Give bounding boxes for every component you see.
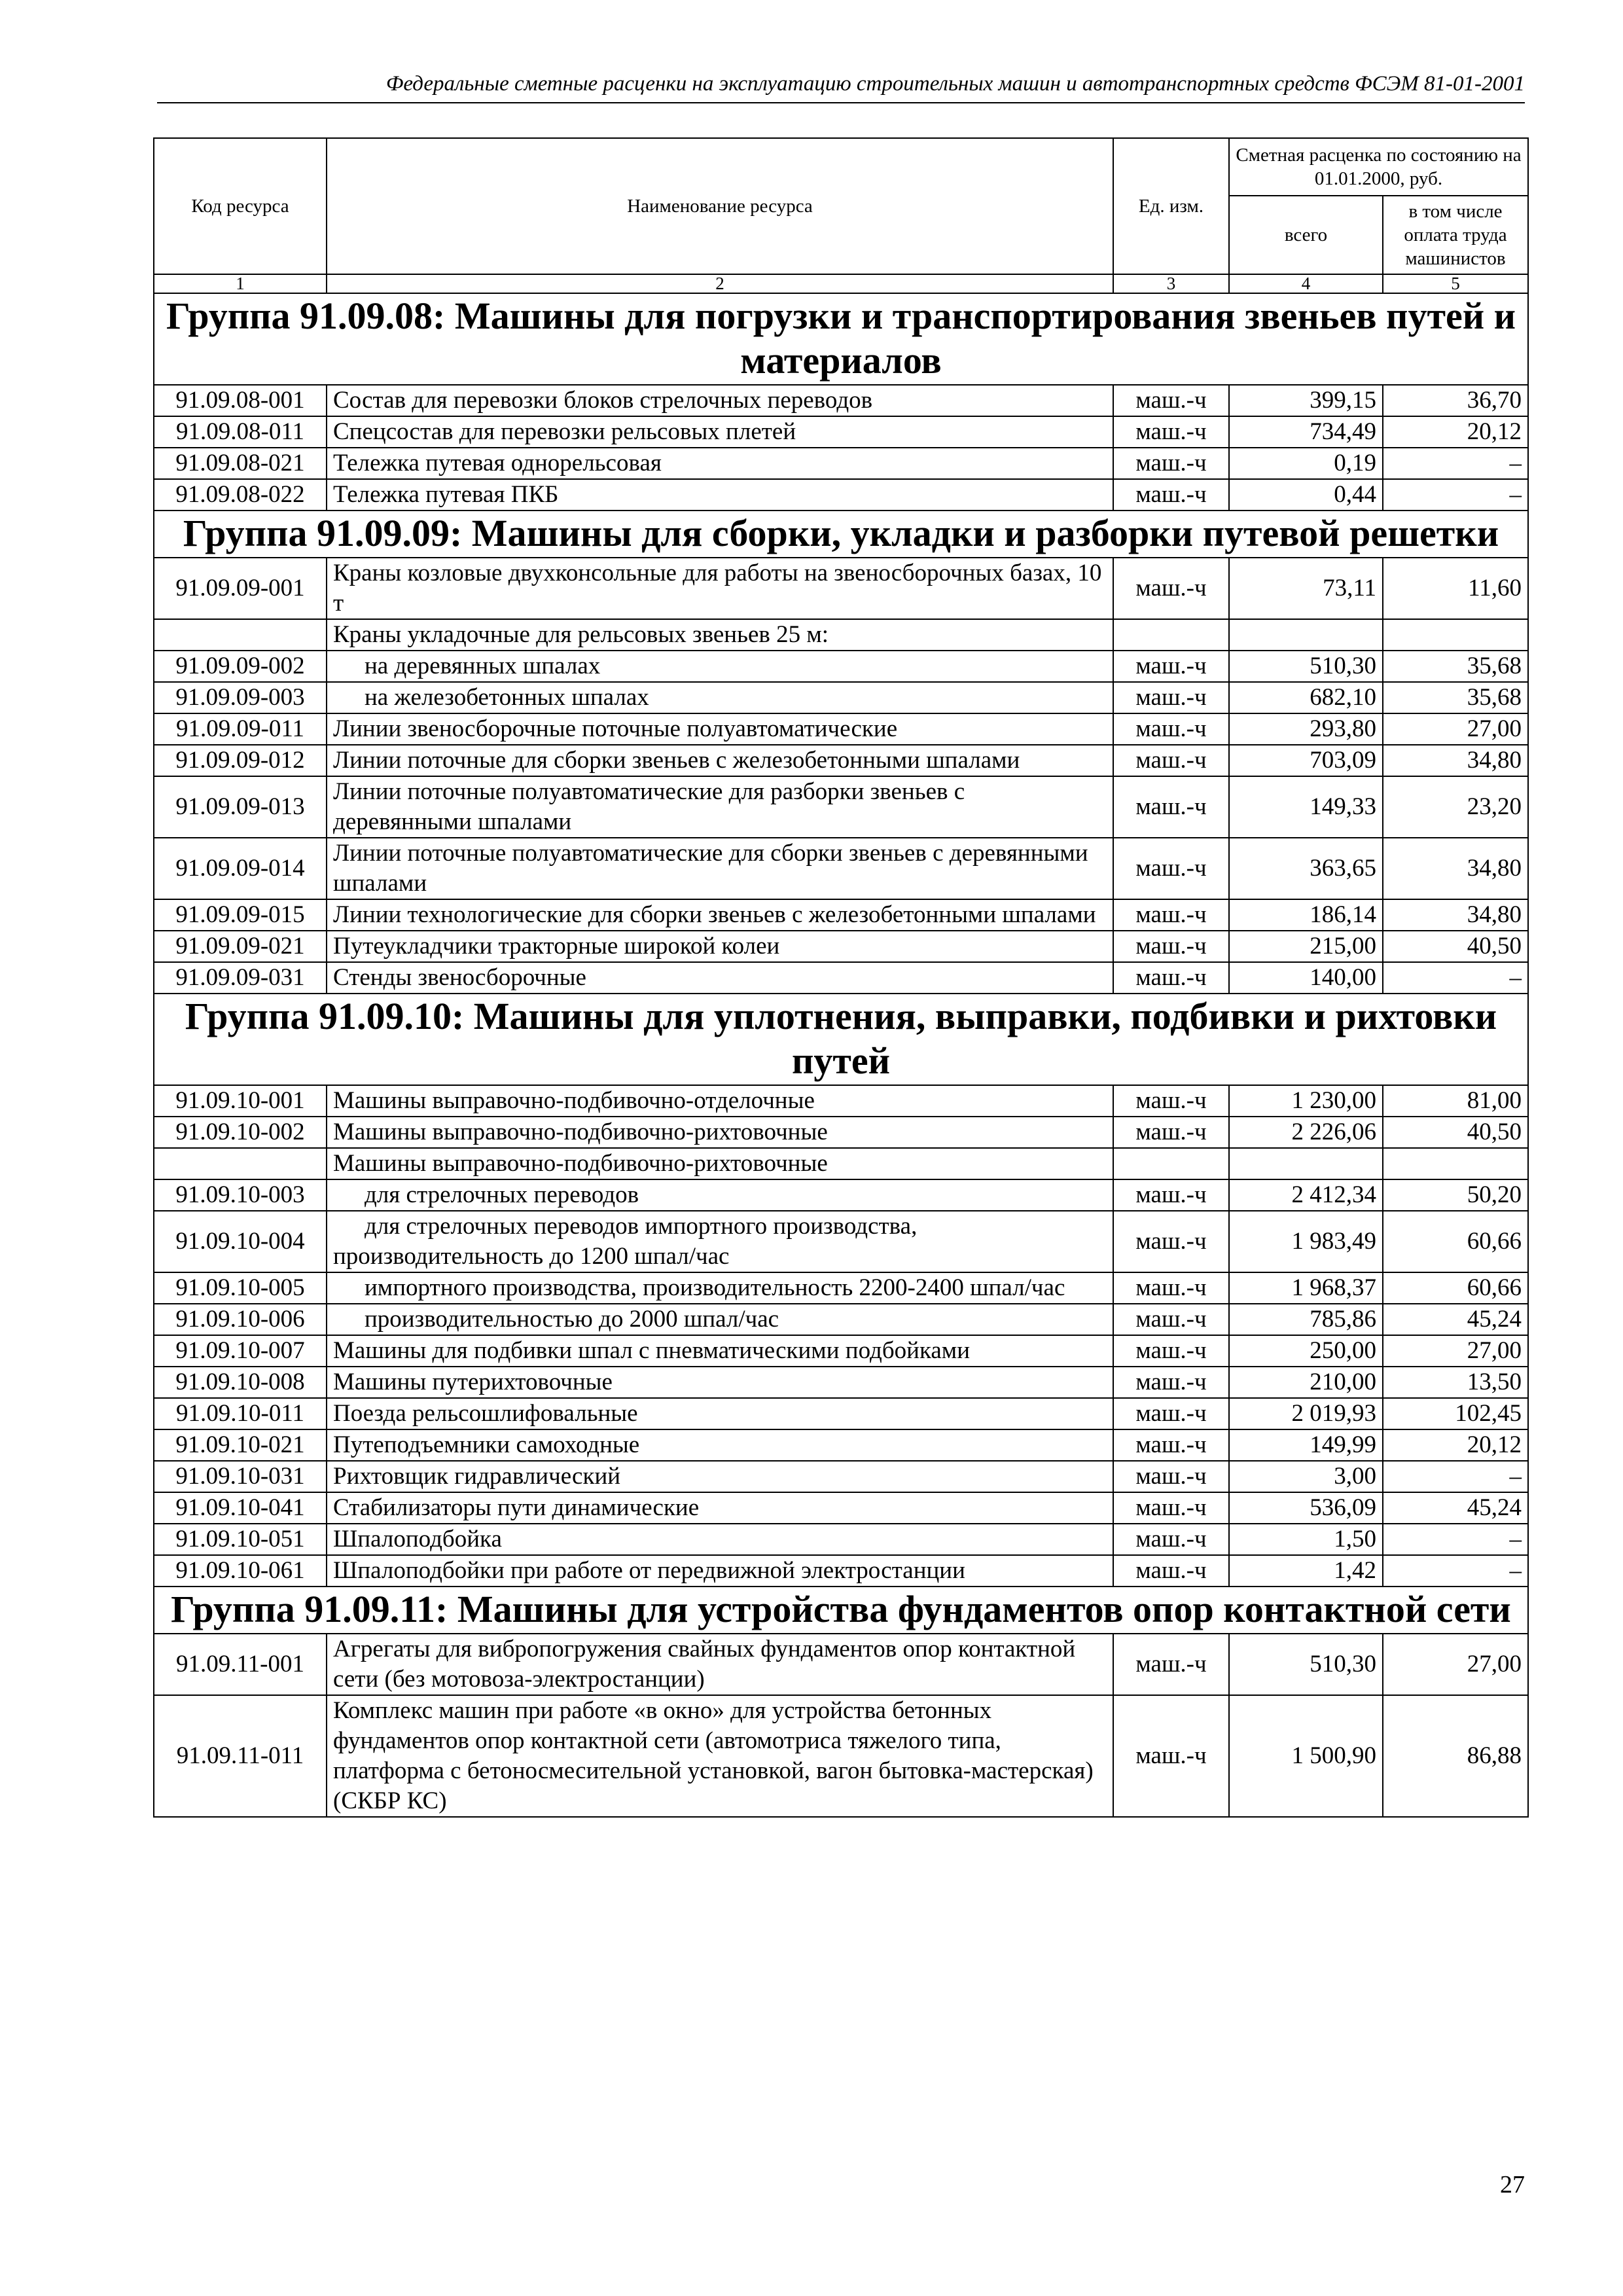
price-total: 510,30 bbox=[1229, 1634, 1383, 1695]
unit: маш.-ч bbox=[1113, 1634, 1229, 1695]
group-heading-row bbox=[154, 1587, 1528, 1634]
resource-name: Состав для перевозки блоков стрелочных переводов bbox=[327, 385, 1113, 416]
column-number: 1 bbox=[154, 274, 327, 293]
subheading-row bbox=[154, 619, 1528, 651]
name-cell: Краны укладочные для рельсовых звеньев 25 м: bbox=[327, 619, 1113, 651]
price-total: 250,00 bbox=[1229, 1335, 1383, 1367]
price-labor: 27,00 bbox=[1383, 713, 1528, 745]
unit: маш.-ч bbox=[1113, 899, 1229, 931]
unit: маш.-ч bbox=[1113, 1429, 1229, 1461]
page-number: 27 bbox=[1500, 2171, 1525, 2198]
resource-code: 91.09.10-007 bbox=[154, 1335, 327, 1367]
table-row bbox=[154, 651, 1528, 682]
table-row bbox=[154, 1117, 1528, 1148]
price-total: 1 230,00 bbox=[1229, 1085, 1383, 1117]
unit: маш.-ч bbox=[1113, 776, 1229, 838]
price-labor: 11,60 bbox=[1383, 558, 1528, 619]
table-row bbox=[154, 745, 1528, 776]
price-labor: – bbox=[1383, 479, 1528, 511]
price-labor: 34,80 bbox=[1383, 745, 1528, 776]
price-labor: 81,00 bbox=[1383, 1085, 1528, 1117]
resource-code: 91.09.09-021 bbox=[154, 931, 327, 962]
resource-code: 91.09.09-015 bbox=[154, 899, 327, 931]
col-header-labor: в том числе оплата труда машинистов bbox=[1383, 196, 1528, 274]
table-header-row bbox=[154, 138, 1528, 196]
resource-name: Спецсостав для перевозки рельсовых плетей bbox=[327, 416, 1113, 448]
name-cell: Машины выправочно-подбивочно-рихтовочные bbox=[327, 1148, 1113, 1179]
resource-code: 91.09.09-011 bbox=[154, 713, 327, 745]
resource-code: 91.09.10-005 bbox=[154, 1272, 327, 1304]
table-row bbox=[154, 1304, 1528, 1335]
resource-code: 91.09.10-004 bbox=[154, 1211, 327, 1272]
rates-table bbox=[153, 137, 1529, 1818]
resource-code: 91.09.10-001 bbox=[154, 1085, 327, 1117]
price-total: 73,11 bbox=[1229, 558, 1383, 619]
unit-cell bbox=[1113, 1148, 1229, 1179]
resource-name: Агрегаты для вибропогружения свайных фундаментов опор контактной сети (без мотовоза-электростанции) bbox=[327, 1634, 1113, 1695]
unit: маш.-ч bbox=[1113, 838, 1229, 899]
total-cell bbox=[1229, 619, 1383, 651]
resource-code: 91.09.11-001 bbox=[154, 1634, 327, 1695]
price-labor: – bbox=[1383, 448, 1528, 479]
resource-name: Шпалоподбойка bbox=[327, 1524, 1113, 1555]
resource-name: Машины выправочно-подбивочно-рихтовочные bbox=[327, 1117, 1113, 1148]
resource-code: 91.09.09-014 bbox=[154, 838, 327, 899]
labor-cell bbox=[1383, 619, 1528, 651]
group-title: Группа 91.09.11: Машины для устройства фундаментов опор контактной сети bbox=[154, 1587, 1528, 1634]
resource-code: 91.09.10-006 bbox=[154, 1304, 327, 1335]
resource-code: 91.09.10-051 bbox=[154, 1524, 327, 1555]
table-row bbox=[154, 385, 1528, 416]
column-number-row bbox=[154, 274, 1528, 293]
price-total: 1 983,49 bbox=[1229, 1211, 1383, 1272]
resource-name: Линии звеносборочные поточные полуавтоматические bbox=[327, 713, 1113, 745]
price-total: 0,44 bbox=[1229, 479, 1383, 511]
col-header-total: всего bbox=[1229, 196, 1383, 274]
resource-code: 91.09.10-021 bbox=[154, 1429, 327, 1461]
price-total: 399,15 bbox=[1229, 385, 1383, 416]
resource-code: 91.09.10-003 bbox=[154, 1179, 327, 1211]
table-row bbox=[154, 1398, 1528, 1429]
resource-code: 91.09.10-061 bbox=[154, 1555, 327, 1587]
price-total: 210,00 bbox=[1229, 1367, 1383, 1398]
resource-name: Линии поточные для сборки звеньев с железобетонными шпалами bbox=[327, 745, 1113, 776]
price-labor: – bbox=[1383, 1461, 1528, 1492]
resource-name: Линии технологические для сборки звеньев с железобетонными шпалами bbox=[327, 899, 1113, 931]
unit: маш.-ч bbox=[1113, 1492, 1229, 1524]
resource-code: 91.09.11-011 bbox=[154, 1695, 327, 1817]
table-row bbox=[154, 1272, 1528, 1304]
resource-code: 91.09.08-022 bbox=[154, 479, 327, 511]
resource-name: Шпалоподбойки при работе от передвижной электростанции bbox=[327, 1555, 1113, 1587]
price-total: 2 226,06 bbox=[1229, 1117, 1383, 1148]
price-labor: 45,24 bbox=[1383, 1304, 1528, 1335]
price-labor: – bbox=[1383, 1555, 1528, 1587]
unit: маш.-ч bbox=[1113, 713, 1229, 745]
unit: маш.-ч bbox=[1113, 1555, 1229, 1587]
table-row bbox=[154, 1367, 1528, 1398]
table-row bbox=[154, 479, 1528, 511]
group-heading-row bbox=[154, 511, 1528, 558]
code-cell bbox=[154, 1148, 327, 1179]
group-title: Группа 91.09.09: Машины для сборки, укладки и разборки путевой решетки bbox=[154, 511, 1528, 558]
resource-name: Машины для подбивки шпал с пневматическими подбойками bbox=[327, 1335, 1113, 1367]
unit: маш.-ч bbox=[1113, 931, 1229, 962]
price-labor: 40,50 bbox=[1383, 931, 1528, 962]
resource-name: для стрелочных переводов bbox=[327, 1179, 1113, 1211]
price-labor: 45,24 bbox=[1383, 1492, 1528, 1524]
unit: маш.-ч bbox=[1113, 1304, 1229, 1335]
unit: маш.-ч bbox=[1113, 1179, 1229, 1211]
resource-name: импортного производства, производительность 2200-2400 шпал/час bbox=[327, 1272, 1113, 1304]
resource-code: 91.09.10-031 bbox=[154, 1461, 327, 1492]
unit: маш.-ч bbox=[1113, 1524, 1229, 1555]
group-heading-row bbox=[154, 994, 1528, 1085]
unit: маш.-ч bbox=[1113, 1367, 1229, 1398]
col-header-price: Сметная расценка по состоянию на 01.01.2000, руб. bbox=[1229, 138, 1528, 196]
labor-cell bbox=[1383, 1148, 1528, 1179]
table-row bbox=[154, 776, 1528, 838]
table-row bbox=[154, 1335, 1528, 1367]
price-labor: 35,68 bbox=[1383, 682, 1528, 713]
running-header: Федеральные сметные расценки на эксплуатацию строительных машин и автотранспортных средств ФСЭМ 81-01-2001 bbox=[157, 65, 1525, 103]
unit: маш.-ч bbox=[1113, 1211, 1229, 1272]
resource-name: Комплекс машин при работе «в окно» для устройства бетонных фундаментов опор контактной сети (автомотриса тяжелого типа, платформа с бетоносмесительной установкой, вагон бытовка-мастерская) (СКБР КС) bbox=[327, 1695, 1113, 1817]
price-total: 1,42 bbox=[1229, 1555, 1383, 1587]
unit: маш.-ч bbox=[1113, 1461, 1229, 1492]
code-cell bbox=[154, 619, 327, 651]
resource-name: Тележка путевая однорельсовая bbox=[327, 448, 1113, 479]
resource-name: Стабилизаторы пути динамические bbox=[327, 1492, 1113, 1524]
price-labor: 60,66 bbox=[1383, 1272, 1528, 1304]
price-labor: 60,66 bbox=[1383, 1211, 1528, 1272]
table-row bbox=[154, 931, 1528, 962]
price-total: 536,09 bbox=[1229, 1492, 1383, 1524]
price-labor: 34,80 bbox=[1383, 838, 1528, 899]
price-total: 1 500,90 bbox=[1229, 1695, 1383, 1817]
group-title: Группа 91.09.08: Машины для погрузки и транспортирования звеньев путей и материалов bbox=[154, 293, 1528, 385]
price-labor: 27,00 bbox=[1383, 1634, 1528, 1695]
price-labor: 20,12 bbox=[1383, 1429, 1528, 1461]
unit: маш.-ч bbox=[1113, 1695, 1229, 1817]
price-total: 510,30 bbox=[1229, 651, 1383, 682]
unit: маш.-ч bbox=[1113, 1335, 1229, 1367]
resource-code: 91.09.09-013 bbox=[154, 776, 327, 838]
price-total: 149,99 bbox=[1229, 1429, 1383, 1461]
price-total: 2 019,93 bbox=[1229, 1398, 1383, 1429]
price-labor: 34,80 bbox=[1383, 899, 1528, 931]
resource-name: Краны козловые двухконсольные для работы на звеносборочных базах, 10 т bbox=[327, 558, 1113, 619]
price-labor: 13,50 bbox=[1383, 1367, 1528, 1398]
price-labor: 102,45 bbox=[1383, 1398, 1528, 1429]
table-row bbox=[154, 1634, 1528, 1695]
column-number: 4 bbox=[1229, 274, 1383, 293]
resource-code: 91.09.10-008 bbox=[154, 1367, 327, 1398]
price-total: 186,14 bbox=[1229, 899, 1383, 931]
price-labor: 86,88 bbox=[1383, 1695, 1528, 1817]
resource-code: 91.09.09-003 bbox=[154, 682, 327, 713]
resource-code: 91.09.08-011 bbox=[154, 416, 327, 448]
price-total: 0,19 bbox=[1229, 448, 1383, 479]
resource-code: 91.09.09-002 bbox=[154, 651, 327, 682]
col-header-unit: Ед. изм. bbox=[1113, 138, 1229, 274]
price-total: 1,50 bbox=[1229, 1524, 1383, 1555]
price-total: 3,00 bbox=[1229, 1461, 1383, 1492]
resource-name: Линии поточные полуавтоматические для сборки звеньев с деревянными шпалами bbox=[327, 838, 1113, 899]
resource-code: 91.09.09-012 bbox=[154, 745, 327, 776]
unit-cell bbox=[1113, 619, 1229, 651]
price-labor: 36,70 bbox=[1383, 385, 1528, 416]
price-total: 734,49 bbox=[1229, 416, 1383, 448]
unit: маш.-ч bbox=[1113, 558, 1229, 619]
price-total: 682,10 bbox=[1229, 682, 1383, 713]
unit: маш.-ч bbox=[1113, 1117, 1229, 1148]
table-row bbox=[154, 838, 1528, 899]
price-total: 1 968,37 bbox=[1229, 1272, 1383, 1304]
price-total: 215,00 bbox=[1229, 931, 1383, 962]
unit: маш.-ч bbox=[1113, 479, 1229, 511]
price-total: 293,80 bbox=[1229, 713, 1383, 745]
price-labor: 27,00 bbox=[1383, 1335, 1528, 1367]
col-header-code: Код ресурса bbox=[154, 138, 327, 274]
unit: маш.-ч bbox=[1113, 416, 1229, 448]
resource-code: 91.09.09-001 bbox=[154, 558, 327, 619]
price-total: 2 412,34 bbox=[1229, 1179, 1383, 1211]
unit: маш.-ч bbox=[1113, 1272, 1229, 1304]
table-row bbox=[154, 1695, 1528, 1817]
unit: маш.-ч bbox=[1113, 745, 1229, 776]
unit: маш.-ч bbox=[1113, 1085, 1229, 1117]
resource-code: 91.09.10-002 bbox=[154, 1117, 327, 1148]
price-total: 785,86 bbox=[1229, 1304, 1383, 1335]
price-labor: 20,12 bbox=[1383, 416, 1528, 448]
resource-name: Путеподъемники самоходные bbox=[327, 1429, 1113, 1461]
table-row bbox=[154, 713, 1528, 745]
unit: маш.-ч bbox=[1113, 1398, 1229, 1429]
price-total: 363,65 bbox=[1229, 838, 1383, 899]
resource-code: 91.09.10-011 bbox=[154, 1398, 327, 1429]
table-row bbox=[154, 1085, 1528, 1117]
total-cell bbox=[1229, 1148, 1383, 1179]
subheading-row bbox=[154, 1148, 1528, 1179]
table-row bbox=[154, 416, 1528, 448]
price-labor: 50,20 bbox=[1383, 1179, 1528, 1211]
price-total: 140,00 bbox=[1229, 962, 1383, 994]
price-total: 703,09 bbox=[1229, 745, 1383, 776]
resource-name: Поезда рельсошлифовальные bbox=[327, 1398, 1113, 1429]
resource-name: для стрелочных переводов импортного производства, производительность до 1200 шпал/час bbox=[327, 1211, 1113, 1272]
table-row bbox=[154, 1179, 1528, 1211]
group-title: Группа 91.09.10: Машины для уплотнения, выправки, подбивки и рихтовки путей bbox=[154, 994, 1528, 1085]
resource-name: на железобетонных шпалах bbox=[327, 682, 1113, 713]
resource-name: на деревянных шпалах bbox=[327, 651, 1113, 682]
table-row bbox=[154, 962, 1528, 994]
resource-name: Путеукладчики тракторные широкой колеи bbox=[327, 931, 1113, 962]
table-row bbox=[154, 558, 1528, 619]
resource-name: Рихтовщик гидравлический bbox=[327, 1461, 1113, 1492]
table-row bbox=[154, 1211, 1528, 1272]
price-total: 149,33 bbox=[1229, 776, 1383, 838]
resource-code: 91.09.08-021 bbox=[154, 448, 327, 479]
price-labor: – bbox=[1383, 962, 1528, 994]
unit: маш.-ч bbox=[1113, 682, 1229, 713]
table-row bbox=[154, 682, 1528, 713]
resource-name: Линии поточные полуавтоматические для разборки звеньев с деревянными шпалами bbox=[327, 776, 1113, 838]
price-labor: 40,50 bbox=[1383, 1117, 1528, 1148]
table-row bbox=[154, 448, 1528, 479]
resource-name: Тележка путевая ПКБ bbox=[327, 479, 1113, 511]
resource-name: Машины выправочно-подбивочно-отделочные bbox=[327, 1085, 1113, 1117]
resource-name: производительностью до 2000 шпал/час bbox=[327, 1304, 1113, 1335]
price-labor: 35,68 bbox=[1383, 651, 1528, 682]
table-row bbox=[154, 899, 1528, 931]
column-number: 3 bbox=[1113, 274, 1229, 293]
group-heading-row bbox=[154, 293, 1528, 385]
price-labor: 23,20 bbox=[1383, 776, 1528, 838]
resource-code: 91.09.08-001 bbox=[154, 385, 327, 416]
resource-code: 91.09.10-041 bbox=[154, 1492, 327, 1524]
unit: маш.-ч bbox=[1113, 448, 1229, 479]
unit: маш.-ч bbox=[1113, 962, 1229, 994]
table-row bbox=[154, 1492, 1528, 1524]
resource-name: Стенды звеносборочные bbox=[327, 962, 1113, 994]
resource-name: Машины путерихтовочные bbox=[327, 1367, 1113, 1398]
unit: маш.-ч bbox=[1113, 651, 1229, 682]
price-labor: – bbox=[1383, 1524, 1528, 1555]
table-row bbox=[154, 1429, 1528, 1461]
resource-code: 91.09.09-031 bbox=[154, 962, 327, 994]
table-row bbox=[154, 1555, 1528, 1587]
column-number: 2 bbox=[327, 274, 1113, 293]
col-header-name: Наименование ресурса bbox=[327, 138, 1113, 274]
table-row bbox=[154, 1461, 1528, 1492]
column-number: 5 bbox=[1383, 274, 1528, 293]
unit: маш.-ч bbox=[1113, 385, 1229, 416]
table-row bbox=[154, 1524, 1528, 1555]
